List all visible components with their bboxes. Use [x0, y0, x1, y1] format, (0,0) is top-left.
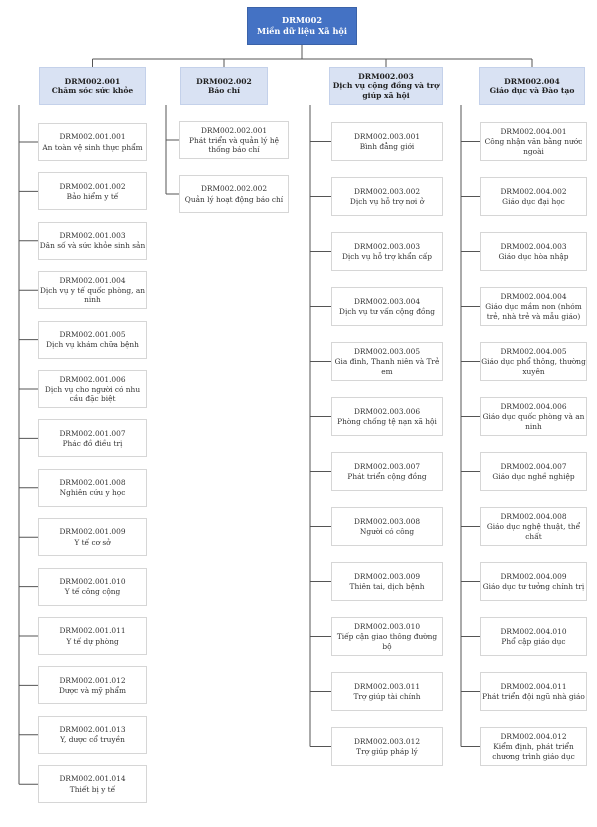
leaf-node — [480, 617, 587, 656]
leaf-name: Y tế dự phòng — [66, 636, 119, 646]
leaf-name: Phác đồ điều trị — [62, 438, 123, 448]
leaf-name: Giáo dục đại học — [502, 197, 565, 206]
leaf-name: Gia đình, Thanh niên và Trẻ em — [334, 357, 440, 376]
leaf-node — [38, 321, 147, 359]
leaf-name: An toàn vệ sinh thực phẩm — [42, 142, 143, 152]
leaf-name: Nghiên cứu y học — [59, 488, 126, 498]
leaf-node — [38, 617, 147, 655]
leaf-name: Bảo hiểm y tế — [66, 191, 119, 201]
leaf-node — [331, 617, 443, 656]
branch-node-health — [39, 67, 146, 105]
leaf-name: Bình đẳng giới — [359, 142, 415, 151]
branch-name: Giáo dục và Đào tạo — [489, 86, 575, 95]
leaf-node — [480, 727, 587, 766]
leaf-name: Trợ giúp pháp lý — [356, 747, 418, 756]
leaf-node — [179, 121, 289, 159]
leaf-name: Giáo dục hòa nhập — [498, 252, 569, 261]
leaf-node — [38, 518, 147, 556]
leaf-code: DRM002.003.006 — [353, 406, 421, 416]
leaf-code: DRM002.004.005 — [500, 347, 567, 357]
branch-name: Báo chí — [207, 86, 241, 95]
leaf-code: DRM002.001.009 — [59, 527, 126, 537]
leaf-code: DRM002.003.012 — [353, 736, 421, 746]
leaf-node — [38, 765, 147, 803]
branch-code: DRM002.004 — [504, 76, 560, 86]
leaf-code: DRM002.001.006 — [59, 374, 126, 384]
leaf-code: DRM002.003.009 — [353, 571, 421, 581]
leaf-name: Giáo dục nghệ thuật, thể chất — [486, 522, 581, 541]
branch-code: DRM002.002 — [196, 76, 252, 86]
branch-name: Chăm sóc sức khỏe — [51, 86, 134, 95]
leaf-name: Dịch vụ y tế quốc phòng, an ninh — [39, 286, 145, 305]
leaf-node — [331, 562, 443, 601]
leaf-code: DRM002.001.011 — [59, 626, 126, 636]
leaf-node — [480, 287, 587, 326]
leaf-name: Giáo dục nghề nghiệp — [492, 472, 575, 481]
leaf-code: DRM002.001.003 — [59, 231, 126, 241]
leaf-name: Dịch vụ cho người có nhu cầu đặc biệt — [44, 384, 141, 404]
leaf-node — [38, 123, 147, 161]
leaf-name: Phổ cập giáo dục — [501, 637, 566, 646]
leaf-node — [480, 507, 587, 546]
leaf-name: Tiếp cận giao thông đường bộ — [336, 632, 438, 651]
leaf-code: DRM002.002.001 — [200, 125, 268, 135]
root-code: DRM002 — [281, 15, 323, 25]
leaf-name: Công nhận văn bằng nước ngoài — [484, 137, 583, 156]
leaf-name: Y tế cơ sở — [74, 537, 111, 547]
leaf-name: Dân số và sức khỏe sinh sản — [39, 241, 146, 251]
leaf-name: Giáo dục phổ thông, thường xuyên — [481, 357, 586, 376]
leaf-node — [38, 568, 147, 606]
leaf-node — [480, 177, 587, 216]
leaf-code: DRM002.004.009 — [500, 571, 567, 581]
leaf-code: DRM002.001.002 — [59, 181, 126, 191]
leaf-code: DRM002.004.002 — [500, 186, 567, 196]
leaf-code: DRM002.003.010 — [353, 622, 421, 632]
branch-node-education — [479, 67, 585, 105]
leaf-name: Trợ giúp tài chính — [353, 692, 421, 701]
leaf-name: Giáo dục tư tưởng chính trị — [482, 582, 585, 591]
leaf-node — [38, 370, 147, 408]
leaf-code: DRM002.002.002 — [200, 184, 268, 194]
leaf-node — [480, 397, 587, 436]
leaf-name: Dịch vụ tư vấn cộng đồng — [339, 307, 435, 316]
leaf-code: DRM002.004.007 — [500, 461, 567, 471]
leaf-node — [38, 666, 147, 704]
leaf-node — [179, 175, 289, 213]
leaf-code: DRM002.004.008 — [500, 512, 567, 522]
branch-code: DRM002.001 — [64, 76, 121, 86]
leaf-node — [331, 177, 443, 216]
leaf-node — [331, 507, 443, 546]
leaf-code: DRM002.003.004 — [353, 296, 421, 306]
leaf-name: Dịch vụ hỗ trợ khẩn cấp — [341, 252, 433, 261]
leaf-code: DRM002.003.008 — [353, 516, 421, 526]
leaf-node — [38, 222, 147, 260]
leaf-node — [331, 122, 443, 161]
leaf-code: DRM002.001.008 — [59, 478, 126, 488]
leaf-name: Quản lý hoạt động báo chí — [184, 194, 284, 204]
leaf-node — [331, 287, 443, 326]
leaf-name: Dịch vụ khám chữa bệnh — [46, 340, 139, 350]
leaf-code: DRM002.003.005 — [353, 347, 421, 357]
branch-code: DRM002.003 — [358, 71, 414, 81]
leaf-code: DRM002.003.002 — [353, 186, 421, 196]
leaf-code: DRM002.004.004 — [500, 292, 567, 302]
leaf-code: DRM002.003.007 — [353, 461, 421, 471]
leaf-node — [38, 419, 147, 457]
leaf-node — [331, 342, 443, 381]
leaf-node — [38, 271, 147, 309]
leaf-node — [331, 452, 443, 491]
leaf-node — [331, 232, 443, 271]
leaf-node — [331, 672, 443, 711]
leaf-node — [38, 172, 147, 210]
root-name: Miền dữ liệu Xã hội — [257, 26, 347, 36]
leaf-code: DRM002.004.006 — [500, 402, 567, 412]
leaf-code: DRM002.004.001 — [500, 127, 567, 137]
leaf-code: DRM002.001.007 — [59, 428, 126, 438]
leaf-name: Dược và mỹ phẩm — [58, 685, 127, 695]
branch-name: Dịch vụ cộng đồng và trợ giúp xã hội — [332, 81, 440, 100]
leaf-node — [480, 562, 587, 601]
leaf-name: Dịch vụ hỗ trợ nơi ở — [349, 197, 425, 206]
leaf-name: Y tế công cộng — [64, 587, 121, 597]
leaf-node — [38, 469, 147, 507]
leaf-node — [480, 672, 587, 711]
branch-node-community — [329, 67, 443, 105]
leaf-code: DRM002.004.012 — [500, 732, 567, 742]
leaf-code: DRM002.001.013 — [59, 725, 126, 735]
leaf-code: DRM002.001.014 — [59, 774, 126, 784]
leaf-name: Phát triển và quản lý hệ thống báo chí — [189, 135, 279, 155]
leaf-name: Giáo dục mầm non (nhóm trẻ, nhà trẻ và mẫu giáo) — [485, 302, 582, 321]
leaf-name: Thiết bị y tế — [69, 784, 116, 794]
leaf-code: DRM002.001.005 — [59, 329, 126, 339]
leaf-name: Phát triển đội ngũ nhà giáo — [482, 692, 585, 701]
leaf-node — [480, 452, 587, 491]
leaf-name: Giáo dục quốc phòng và an ninh — [482, 412, 585, 431]
leaf-code: DRM002.001.001 — [59, 132, 126, 142]
root-node — [247, 7, 357, 45]
leaf-node — [331, 397, 443, 436]
leaf-name: Phát triển cộng đồng — [347, 472, 427, 481]
leaf-name: Người có công — [359, 527, 415, 536]
leaf-code: DRM002.001.012 — [59, 675, 126, 685]
leaf-name: Thiên tai, dịch bệnh — [349, 582, 425, 591]
leaf-code: DRM002.004.011 — [500, 681, 567, 691]
leaf-node — [331, 727, 443, 766]
leaf-node — [480, 232, 587, 271]
leaf-name: Phòng chống tệ nạn xã hội — [337, 417, 437, 426]
leaf-node — [480, 342, 587, 381]
leaf-node — [38, 716, 147, 754]
leaf-code: DRM002.004.003 — [500, 241, 567, 251]
leaf-node — [480, 122, 587, 161]
leaf-code: DRM002.003.011 — [353, 681, 421, 691]
leaf-name: Y, dược cổ truyền — [60, 735, 125, 745]
leaf-code: DRM002.003.001 — [353, 131, 421, 141]
leaf-code: DRM002.001.004 — [59, 275, 126, 285]
leaf-code: DRM002.003.003 — [353, 241, 421, 251]
leaf-code: DRM002.004.010 — [500, 626, 567, 636]
branch-node-press — [180, 67, 268, 105]
leaf-name: Kiểm định, phát triển chương trình giáo dục — [492, 742, 575, 761]
leaf-code: DRM002.001.010 — [59, 576, 126, 586]
